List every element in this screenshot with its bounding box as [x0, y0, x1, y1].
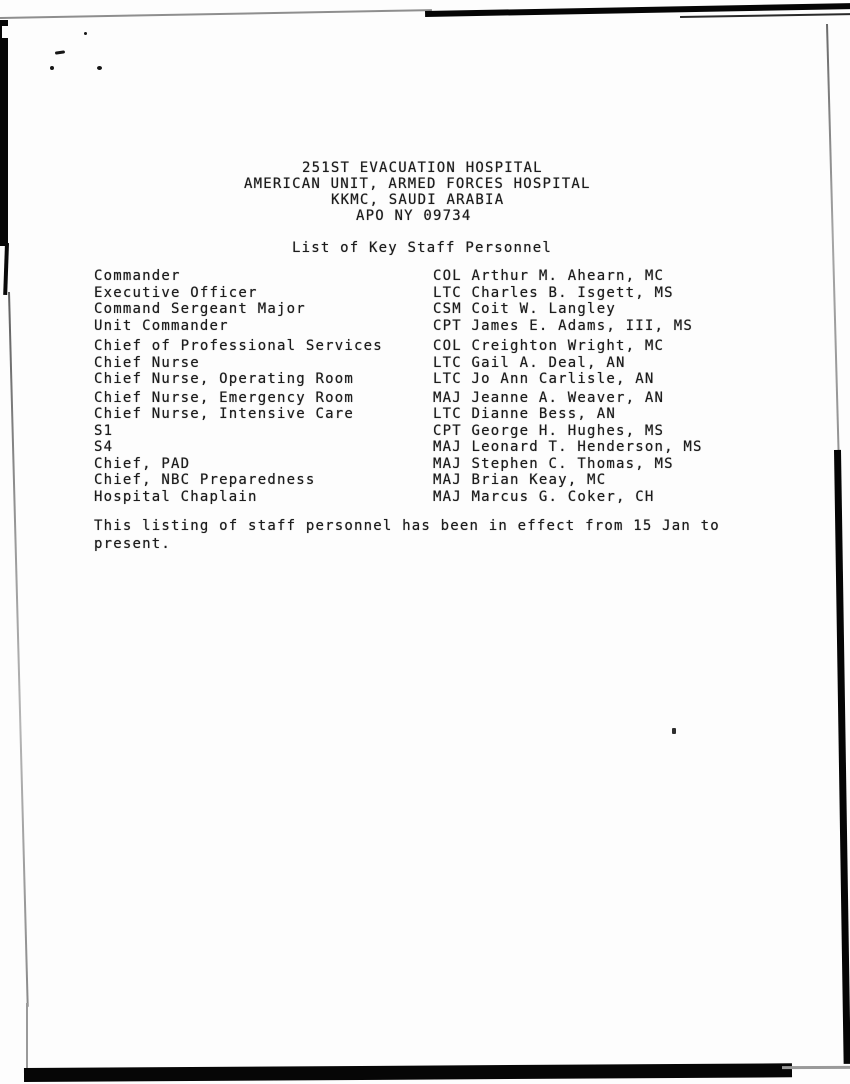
staff-role: Chief, NBC Preparedness: [94, 472, 316, 488]
letterhead-line-location: KKMC, SAUDI ARABIA: [331, 192, 505, 208]
staff-row: [0, 456, 850, 473]
staff-row: [0, 355, 850, 372]
staff-row: [0, 301, 850, 318]
letterhead-line-org: AMERICAN UNIT, ARMED FORCES HOSPITAL: [244, 176, 591, 192]
staff-row: [0, 439, 850, 456]
staff-name: LTC Jo Ann Carlisle, AN: [433, 371, 655, 387]
staff-name: COL Creighton Wright, MC: [433, 338, 665, 354]
staff-role: Chief of Professional Services: [94, 338, 383, 354]
staff-role: Chief Nurse: [94, 354, 200, 371]
staff-name: MAJ Marcus G. Coker, CH: [433, 488, 655, 505]
scan-speck: [97, 66, 102, 70]
staff-role: Chief Nurse, Intensive Care: [94, 406, 354, 422]
staff-role: Chief, PAD: [94, 455, 191, 472]
staff-row: [0, 472, 850, 489]
staff-row: [0, 318, 850, 335]
staff-role: Chief Nurse, Operating Room: [94, 371, 354, 387]
scan-top-edge-line: [0, 9, 432, 19]
staff-name: CPT George H. Hughes, MS: [433, 422, 665, 439]
scan-speck: [672, 728, 676, 734]
scan-speck: [84, 32, 87, 35]
scan-bottom-edge-bar: [24, 1063, 792, 1082]
staff-name: LTC Charles B. Isgett, MS: [433, 284, 674, 301]
document-title: List of Key Staff Personnel: [292, 240, 552, 256]
staff-role: S4: [94, 439, 114, 455]
staff-name: MAJ Jeanne A. Weaver, AN: [433, 389, 665, 406]
staff-name: MAJ Leonard T. Henderson, MS: [433, 439, 703, 455]
staff-row: [0, 423, 850, 440]
staff-name: CSM Coit W. Langley: [433, 301, 616, 317]
staff-name: CPT James E. Adams, III, MS: [433, 317, 693, 334]
staff-role: Command Sergeant Major: [94, 301, 306, 317]
staff-name: LTC Gail A. Deal, AN: [433, 354, 626, 371]
staff-row: [0, 285, 850, 302]
staff-row: [0, 338, 850, 355]
scan-right-edge-bar: [834, 450, 850, 1064]
scan-top-edge-underline: [680, 13, 850, 18]
staff-name: COL Arthur M. Ahearn, MC: [433, 268, 665, 284]
staff-row: [0, 371, 850, 388]
effective-date-note-line: This listing of staff personnel has been in effect from 15 Jan to: [94, 518, 720, 534]
scan-bottom-edge-line: [782, 1066, 850, 1069]
scan-left-edge-notch: [2, 26, 11, 38]
staff-role: Unit Commander: [94, 317, 229, 334]
letterhead-line-apo: APO NY 09734: [356, 208, 472, 224]
scan-left-edge-line-lower: [26, 1003, 28, 1069]
effective-date-note-line: present.: [94, 535, 172, 552]
staff-role: Chief Nurse, Emergency Room: [94, 389, 354, 406]
staff-role: Commander: [94, 268, 181, 284]
scan-speck: [55, 50, 65, 54]
letterhead-line-unit: 251ST EVACUATION HOSPITAL: [302, 160, 543, 176]
staff-row: [0, 268, 850, 285]
staff-name: MAJ Stephen C. Thomas, MS: [433, 455, 674, 472]
scan-left-edge-bar: [0, 20, 8, 246]
effective-date-note: [94, 518, 720, 553]
staff-name: LTC Dianne Bess, AN: [433, 406, 616, 422]
staff-name: MAJ Brian Keay, MC: [433, 472, 607, 488]
staff-role: Executive Officer: [94, 284, 258, 301]
staff-row: [0, 489, 850, 506]
staff-role: Hospital Chaplain: [94, 488, 258, 505]
staff-row: [0, 390, 850, 407]
staff-role: S1: [94, 422, 114, 439]
staff-row: [0, 406, 850, 423]
staff-list: [0, 268, 850, 505]
scan-speck: [50, 66, 54, 70]
